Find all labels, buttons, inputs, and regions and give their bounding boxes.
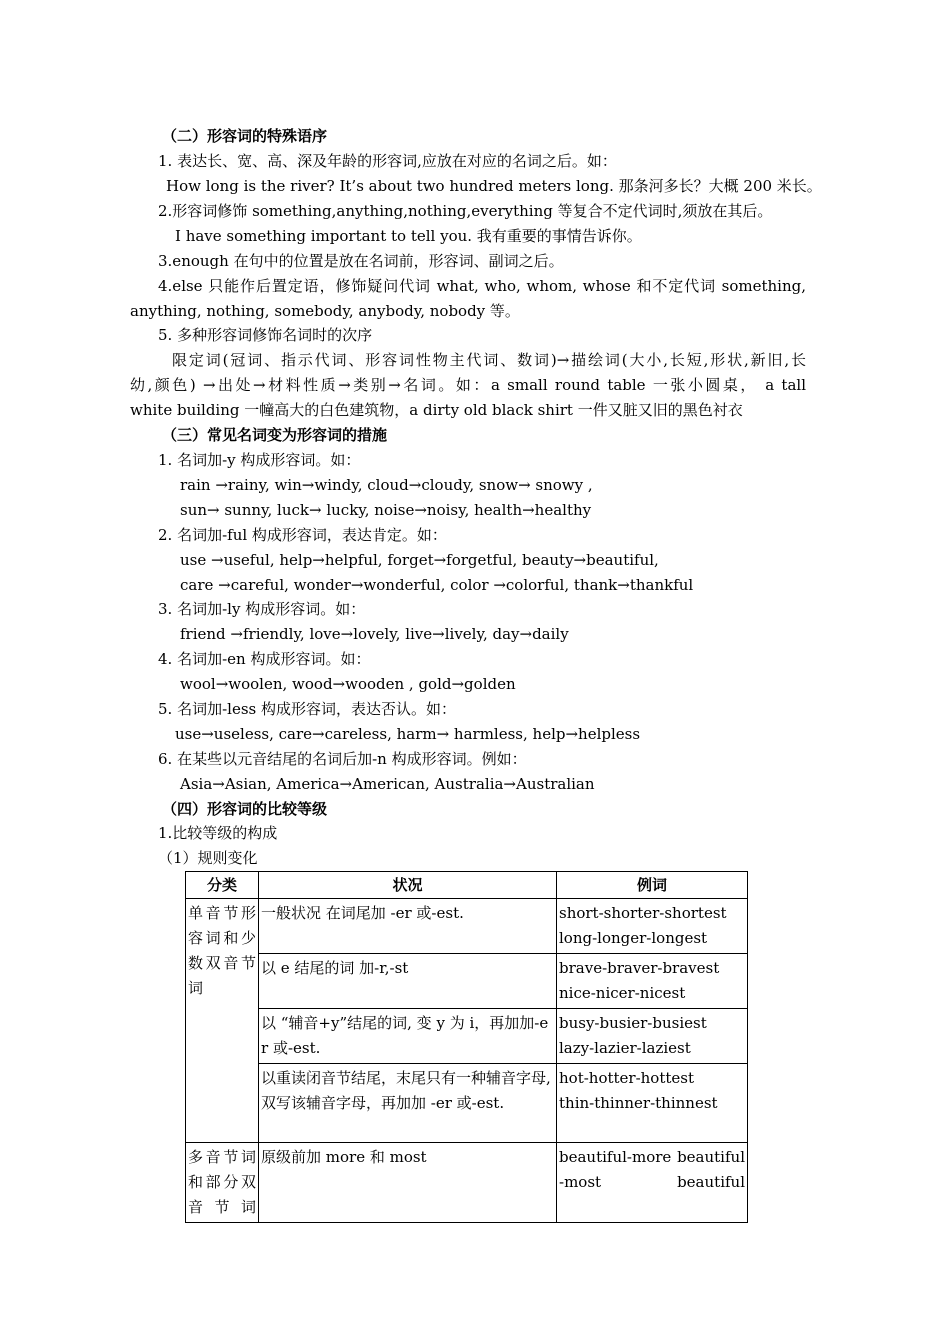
example-line: use →useful, help→helpful, forget→forgetful, beauty→beautiful, <box>180 551 659 569</box>
example-cell: beautiful-more beautiful-most beautiful <box>557 1143 748 1223</box>
list-item: 2. 名词加-ful 构成形容词，表达肯定。如： <box>158 526 447 544</box>
subheading: （1）规则变化 <box>158 849 258 867</box>
list-item: 1. 名词加-y 构成形容词。如： <box>158 451 361 469</box>
list-item: 4. 名词加-en 构成形容词。如： <box>158 650 371 668</box>
example-word: nice-nicer-nicest <box>559 984 686 1002</box>
list-item: 6. 在某些以元音结尾的名词后加-n 构成形容词。例如： <box>158 750 527 768</box>
table-header-category: 分类 <box>186 872 259 899</box>
comparison-table <box>185 871 748 1223</box>
category-cell: 多音节词和部分双音节词 <box>186 1143 259 1223</box>
example-word: long-longer-longest <box>559 929 708 947</box>
table-header-example: 例词 <box>557 872 748 899</box>
example-word: brave-braver-bravest <box>559 959 720 977</box>
paragraph-line: 2.形容词修饰 something,anything,nothing,everything 等复合不定代词时,须放在其后。 <box>158 202 773 220</box>
example-line: I have something important to tell you. 我有重要的事情告诉你。 <box>175 227 642 245</box>
condition-cell: 以重读闭音节结尾，末尾只有一种辅音字母, 双写该辅音字母，再加加 -er 或-est. <box>259 1064 557 1143</box>
example-cell <box>557 1009 748 1064</box>
paragraph-line: 幼,颜色) →出处→材料性质→类别→名词。如：a small round table 一张小圆桌， a tall <box>130 376 806 394</box>
paragraph-line: 1. 表达长、宽、高、深及年龄的形容词,应放在对应的名词之后。如： <box>158 152 617 170</box>
example-word: short-shorter-shortest <box>559 904 727 922</box>
example-word: busy-busier-busiest <box>559 1014 707 1032</box>
category-cell: 单音节形容词和少数双音节词 <box>186 899 259 1143</box>
example-cell <box>557 1064 748 1143</box>
paragraph-line: 4.else 只能作后置定语，修饰疑问代词 what, who, whom, whose 和不定代词 something, <box>158 277 806 295</box>
example-line: use→useless, care→careless, harm→ harmless, help→helpless <box>175 725 641 743</box>
table-row <box>186 1064 748 1143</box>
example-word: hot-hotter-hottest <box>559 1069 694 1087</box>
paragraph-line: white building 一幢高大的白色建筑物，a dirty old black shirt 一件又脏又旧的黑色衬衣 <box>130 401 743 419</box>
example-line: care →careful, wonder→wonderful, color →colorful, thank→thankful <box>180 576 694 594</box>
example-line: friend →friendly, love→lovely, live→lively, day→daily <box>180 625 569 643</box>
example-cell <box>557 899 748 954</box>
example-line: rain →rainy, win→windy, cloud→cloudy, snow→ snowy , <box>180 476 593 494</box>
example-line: How long is the river? It’s about two hundred meters long. 那条河多长？大概 200 米长。 <box>166 177 822 195</box>
condition-cell: 以 “辅音+y”结尾的词, 变 y 为 i，再加加-er 或-est. <box>259 1009 557 1064</box>
example-cell <box>557 954 748 1009</box>
paragraph-line: 限定词(冠词、指示代词、形容词性物主代词、数词)→描绘词(大小,长短,形状,新旧,长 <box>172 351 806 369</box>
condition-cell: 一般状况 在词尾加 -er 或-est. <box>259 899 557 954</box>
list-item: 5. 名词加-less 构成形容词，表达否认。如： <box>158 700 456 718</box>
table-header-row <box>186 872 748 899</box>
table-row <box>186 954 748 1009</box>
table-header-condition: 状况 <box>259 872 557 899</box>
condition-cell: 原级前加 more 和 most <box>259 1143 557 1223</box>
example-word: lazy-lazier-laziest <box>559 1039 691 1057</box>
table-row <box>186 1143 748 1223</box>
example-word: thin-thinner-thinnest <box>559 1094 718 1112</box>
condition-cell: 以 e 结尾的词 加-r,-st <box>259 954 557 1009</box>
section-heading-noun-to-adjective: （三）常见名词变为形容词的措施 <box>162 426 388 444</box>
paragraph-line: 3.enough 在句中的位置是放在名词前，形容词、副词之后。 <box>158 252 564 270</box>
table-row <box>186 899 748 954</box>
list-item: 3. 名词加-ly 构成形容词。如： <box>158 600 366 618</box>
example-line: sun→ sunny, luck→ lucky, noise→noisy, health→healthy <box>180 501 592 519</box>
example-line: Asia→Asian, America→American, Australia→Australian <box>180 775 595 793</box>
example-line: wool→woolen, wood→wooden , gold→golden <box>180 675 516 693</box>
paragraph-line: anything, nothing, somebody, anybody, nobody 等。 <box>130 302 520 320</box>
paragraph-line: 5. 多种形容词修饰名词时的次序 <box>158 326 373 344</box>
section-heading-comparison: （四）形容词的比较等级 <box>162 800 328 818</box>
subheading: 1.比较等级的构成 <box>158 824 278 842</box>
table-row <box>186 1009 748 1064</box>
section-heading-special-order: （二）形容词的特殊语序 <box>162 127 328 145</box>
